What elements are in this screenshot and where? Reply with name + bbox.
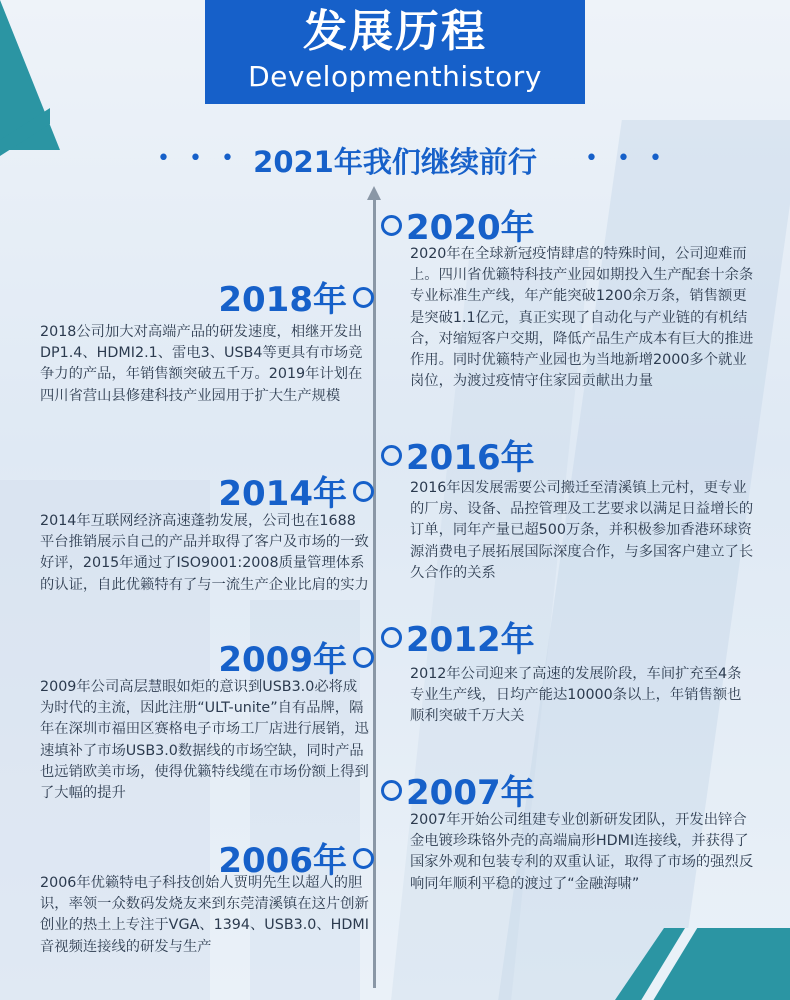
page-title: 发展历程	[303, 6, 487, 57]
year-label: 2018年	[218, 280, 347, 320]
year-label: 2007年	[406, 773, 535, 813]
timeline-text-2016: 2016年因发展需要公司搬迁至清溪镇上元村，更专业的厂房、设备、品控管理及工艺要求以满足日益增长的订单，同年产量已超500万条，并积极参加香港环球资源消费电子展拓展国际深度合作，与多国客户建立了长久合作的关系	[410, 480, 754, 581]
timeline-year-2016	[381, 430, 535, 479]
timeline-node-icon	[381, 215, 402, 236]
page-title-english: Developmenthistory	[248, 60, 542, 93]
dots-right: • • •	[585, 146, 668, 171]
timeline-year-2014	[160, 466, 374, 515]
year-label: 2012年	[406, 620, 535, 660]
year-label: 2016年	[406, 438, 535, 478]
timeline-text-2018: 2018公司加大对高端产品的研发速度，相继开发出DP1.4、HDMI2.1、雷电3、USB4等更具有市场竞争力的产品，年销售额突破五千万。2019年计划在四川省营山县修建科技产业园用于扩大生产规模	[40, 324, 363, 404]
dots-left: • • •	[157, 146, 240, 171]
timeline-node-icon	[353, 287, 374, 308]
subtitle: 2021年我们继续前行	[253, 145, 537, 179]
page-title-banner	[205, 0, 585, 104]
timeline-year-2009	[160, 632, 374, 681]
year-label: 2020年	[406, 208, 535, 248]
timeline-node-icon	[353, 481, 374, 502]
timeline-text-2014: 2014年互联网经济高速蓬勃发展，公司也在1688平台推销展示自己的产品并取得了客户及市场的一致好评，2015年通过了ISO9001:2008质量管理体系的认证，自此优籁特有了与一流生产企业比肩的实力	[40, 513, 369, 593]
timeline-node-icon	[381, 627, 402, 648]
timeline-node-icon	[353, 647, 374, 668]
subtitle-row	[0, 140, 790, 184]
year-label: 2006年	[218, 841, 347, 881]
timeline-node-icon	[381, 445, 402, 466]
year-label: 2009年	[218, 640, 347, 680]
timeline-year-2018	[160, 272, 374, 321]
timeline-year-2020	[381, 200, 535, 249]
timeline-text-2020: 2020年在全球新冠疫情肆虐的特殊时间，公司迎难而上。四川省优籁特科技产业园如期投入生产配套十余条专业标准生产线，年产能突破1200余万条，销售额更是突破1.1亿元，真正实现了自动化与产业链的有机结合，对缩短客户交期，降低产品生产成本有巨大的推进作用。同时优籁特产业园也为当地新增2000多个就业岗位，为渡过疫情守住家园贡献出力量	[410, 246, 754, 390]
timeline-text-2012: 2012年公司迎来了高速的发展阶段，车间扩充至4条专业生产线，日均产能达10000条以上，年销售额也顺利突破千万大关	[410, 666, 742, 725]
timeline-year-2012	[381, 612, 535, 661]
timeline-text-2006: 2006年优籁特电子科技创始人贾明先生以超人的胆识，率领一众数码发烧友来到东莞清溪镇在这片创新创业的热土上专注于VGA、1394、USB3.0、HDMI音视频连接线的研发与生产	[40, 875, 369, 955]
year-label: 2014年	[218, 474, 347, 514]
timeline-year-2007	[381, 765, 535, 814]
timeline-node-icon	[353, 848, 374, 869]
timeline-text-2007: 2007年开始公司组建专业创新研发团队，开发出锌合金电镀珍珠铬外壳的高端扁形HDMI连接线，并获得了国家外观和包装专利的双重认证，取得了市场的强烈反响同年顺利平稳的渡过了“金融海啸”	[410, 812, 754, 892]
timeline-node-icon	[381, 780, 402, 801]
timeline-text-2009: 2009年公司高层慧眼如炬的意识到USB3.0必将成为时代的主流，因此注册“ULT-unite”自有品牌，隔年在深圳市福田区赛格电子市场工厂店进行展销，迅速填补了市场USB3.0数据线的市场空缺，同时产品也远销欧美市场，使得优籁特线缆在市场份额上得到了大幅的提升	[40, 679, 369, 802]
